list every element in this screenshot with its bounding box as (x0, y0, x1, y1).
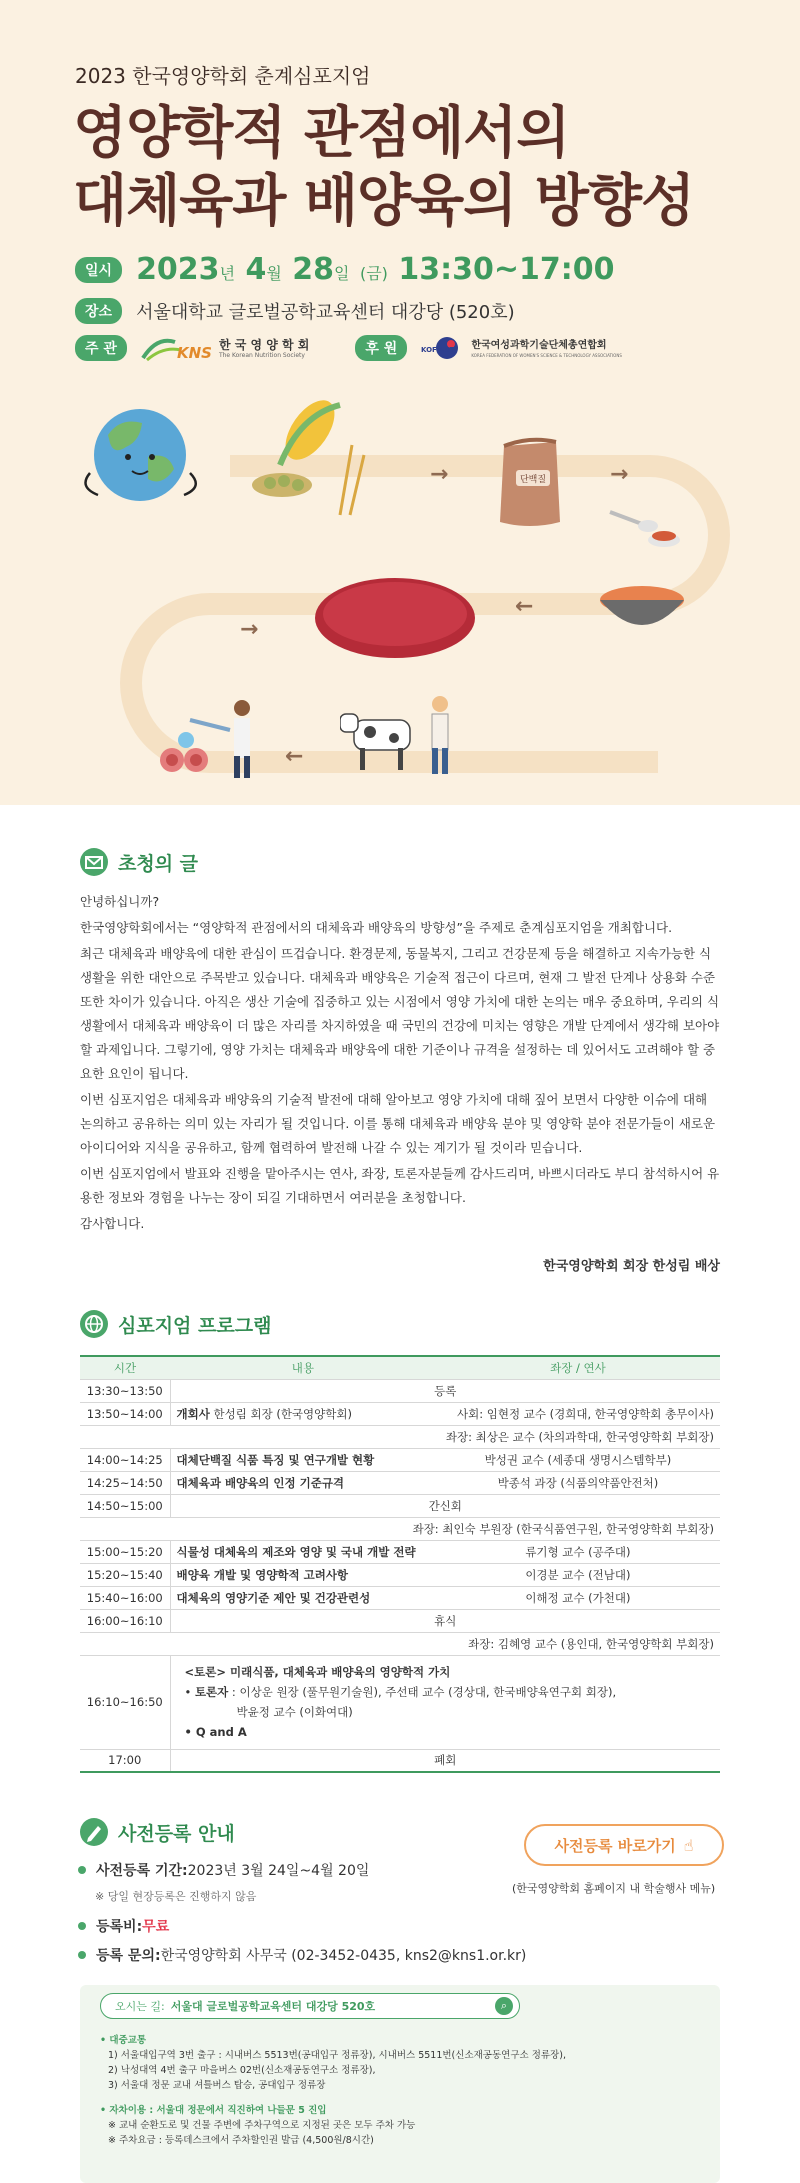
row-full: 등록 (170, 1379, 720, 1402)
row-time: 14:25~14:50 (80, 1471, 170, 1494)
row-speaker: 사회: 임현정 교수 (경희대, 한국영양학회 총무이사) (436, 1402, 720, 1425)
fee-label: 등록비: (96, 1919, 143, 1935)
discussion-qa: • Q and A (184, 1725, 247, 1739)
table-row (80, 1494, 720, 1517)
discussion-cell (170, 1655, 720, 1749)
table-row (80, 1517, 720, 1540)
search-icon[interactable]: ⌕ (495, 1997, 513, 2015)
registration-note: ※ 당일 현장등록은 진행하지 않음 (95, 1890, 257, 1903)
place-row (75, 298, 515, 324)
greeting-thanks-speakers: 이번 심포지엄에서 발표와 진행을 맡아주시는 연사, 좌장, 토론자분들께 감사드리며, 바쁘시더라도 부디 참석하시어 유용한 정보와 경험을 나누는 장이 되길 기대하면서 여러분을 초청합니다. (80, 1166, 720, 1205)
host-name-block (219, 338, 309, 359)
host-tag: 주 관 (75, 335, 127, 361)
row-time: 15:00~15:20 (80, 1540, 170, 1563)
table-row (80, 1609, 720, 1632)
date-year-unit: 년 (219, 264, 236, 283)
bullet-dot (78, 1922, 86, 1930)
row-time: 14:00~14:25 (80, 1448, 170, 1471)
date-tag: 일시 (75, 257, 122, 283)
pre-registration-button-label: 사전등록 바로가기 (554, 1836, 676, 1855)
directions-label: 오시는 길: (115, 2000, 165, 2013)
registration-fee (78, 1916, 169, 1936)
greeting-title-text: 초청의 글 (118, 852, 199, 875)
date-row (75, 252, 614, 287)
arrow-left-icon-2: ← (285, 744, 304, 769)
row-speaker: 이경분 교수 (전남대) (436, 1563, 720, 1586)
sponsor-org (421, 334, 622, 362)
event-title-line1: 영양학적 관점에서의 (73, 101, 570, 166)
row-content: 배양육 개발 및 영양학적 고려사항 (170, 1563, 436, 1586)
greeting-thanks: 감사합니다. (80, 1216, 145, 1231)
program-header-row (80, 1356, 720, 1379)
row-full: 폐회 (170, 1749, 720, 1772)
event-date (136, 252, 614, 287)
row-time: 16:10~16:50 (80, 1655, 170, 1749)
greeting-background: 최근 대체육과 배양육에 대한 관심이 뜨겁습니다. 환경문제, 동물복지, 그리고 건강문제 등을 해결하고 지속가능한 식생활을 위한 대안으로 주목받고 있습니다. 대체육과 배양육은 기술적 접근이 다르며, 현재 그 발전 단계나 상용화 수준 또한 차이가 있습니다. 아직은 생산 기술에 집중하고 있는 시점에서 영양 가치에 대한 논의는 매우 중요하며, 우리의 식생활에서 대체육과 배양육이 더 많은 자리를 차지하였을 때 국민의 건강에 미치는 영향은 개발 단계에서 생각해 보아야 할 과제입니다. 그렇기에, 영양 가치는 대체육과 배양육에 대한 기준이나 규격을 설정하는 데 있어서도 고려해야 할 중요한 요인이 됩니다. (80, 946, 720, 1081)
globe-icon (80, 1310, 108, 1338)
kns-logo (141, 332, 211, 364)
crops-icon (240, 385, 380, 525)
car-line-2: ※ 주차요금 : 등록데스크에서 주차할인권 발급 (4,500원/8시간) (108, 2135, 374, 2146)
date-month: 4 (245, 252, 267, 287)
table-row (80, 1632, 720, 1655)
envelope-icon (80, 848, 108, 876)
pre-registration-note: (한국영양학회 홈페이지 내 학술행사 메뉴) (512, 1882, 716, 1895)
greeting-purpose: 이번 심포지엄은 대체육과 배양육의 기술적 발전에 대해 알아보고 영양 가치에 대해 짚어 보면서 다양한 이슈에 대해 논의하고 공유하는 의미 있는 자리가 될 것입니다. 이를 통해 대체육과 배양육 분야 및 영양학 분야 전문가들이 새로운 아이디어와 지식을 공유하고, 함께 협력하여 발전해 나갈 수 있는 계기가 될 것이라 믿습니다. (80, 1092, 716, 1155)
date-day: 28 (292, 252, 335, 287)
row-speaker: 류기형 교수 (공주대) (436, 1540, 720, 1563)
row-speaker: 박성권 교수 (세종대 생명시스템학부) (436, 1448, 720, 1471)
row-speaker: 박종석 과장 (식품의약품안전처) (436, 1471, 720, 1494)
date-day-unit: 일 (334, 264, 350, 283)
row-time: 15:20~15:40 (80, 1563, 170, 1586)
program-section-title (80, 1310, 271, 1338)
transit-line-3: 3) 서울대 정문 교내 셔틀버스 탑승, 공대입구 정류장 (108, 2080, 326, 2091)
row-time: 13:50~14:00 (80, 1402, 170, 1425)
table-row (80, 1379, 720, 1402)
registration-inquiry (78, 1945, 526, 1965)
earth-icon (70, 395, 220, 525)
event-title (73, 100, 694, 236)
protein-powder-icon (590, 500, 700, 650)
arrow-left-icon-1: ← (515, 594, 534, 619)
event-subtitle: 2023 한국영양학회 춘계심포지엄 (75, 64, 371, 88)
row-speaker: 이해정 교수 (가천대) (436, 1586, 720, 1609)
period-value: 2023년 3월 24일~4월 20일 (187, 1863, 370, 1879)
inquiry-value: 한국영양학회 사무국 (02-3452-0435, kns2@kns1.or.kr) (160, 1948, 527, 1964)
sponsor-name: 한국여성과학기술단체총연합회 (471, 339, 607, 351)
directions-value: 서울대 글로벌공학교육센터 대강당 520호 (170, 2000, 376, 2013)
arrow-right-icon-2: → (610, 462, 629, 487)
table-row (80, 1425, 720, 1448)
place-tag: 장소 (75, 298, 122, 324)
event-title-line2: 대체육과 배양육의 방향성 (73, 169, 695, 234)
table-row (80, 1540, 720, 1563)
discussion-panel-names-2: 박윤정 교수 (이화여대) (236, 1705, 353, 1719)
row-full: 휴식 (170, 1609, 720, 1632)
svg-text:단백질: 단백질 (519, 475, 547, 485)
pencil-icon (80, 1818, 108, 1846)
host-name: 한 국 영 양 학 회 (218, 337, 310, 352)
row-time: 16:00~16:10 (80, 1609, 170, 1632)
svg-text:KOFWST: KOFWST (421, 346, 455, 354)
program-title-text: 심포지엄 프로그램 (118, 1314, 272, 1337)
table-row (80, 1563, 720, 1586)
row-content: 대체단백질 식품 특징 및 연구개발 현황 (170, 1448, 436, 1471)
row-content-bold: 개회사 (176, 1406, 210, 1421)
bullet-dot (78, 1951, 86, 1959)
arrow-right-icon-3: → (240, 617, 259, 642)
row-content-rest: 한성림 회장 (한국영양학회) (209, 1406, 352, 1421)
meat-patty-icon (310, 568, 480, 668)
car-head: • 자차이용 : 서울대 정문에서 직진하여 나들문 5 진입 (100, 2105, 327, 2116)
date-year: 2023 (136, 252, 220, 287)
row-time: 14:50~15:00 (80, 1494, 170, 1517)
discussion-qa-text: Q and A (195, 1725, 247, 1739)
greeting-signature: 한국영양학회 회장 한성림 배상 (543, 1259, 720, 1274)
row-time: 13:30~13:50 (80, 1379, 170, 1402)
transit-line-1: 1) 서울대입구역 3번 출구 : 시내버스 5513번(공대입구 정류장), 시내버스 5511번(신소재공동연구소 정류장), (108, 2050, 566, 2061)
sponsor-name-en: KOREA FEDERATION OF WOMEN'S SCIENCE & TECHNOLOGY ASSOCIATIONS (471, 352, 622, 358)
directions-box (80, 1985, 720, 2183)
svg-text:KNS: KNS (176, 344, 211, 362)
row-time: 17:00 (80, 1749, 170, 1772)
program-header-speaker: 좌장 / 연사 (436, 1356, 720, 1379)
row-time: 15:40~16:00 (80, 1586, 170, 1609)
registration-period (78, 1860, 369, 1880)
host-org (141, 332, 309, 364)
greeting-intro: 한국영양학회에서는 “영양학적 관점에서의 대체육과 배양육의 방향성”을 주제로 춘계심포지엄을 개최합니다. (80, 920, 673, 935)
hand-pointer-icon: ☝ (683, 1835, 694, 1855)
row-content: 대체육의 영양기준 제안 및 건강관련성 (170, 1586, 436, 1609)
directions-search-bar[interactable] (100, 1993, 520, 2019)
table-row (80, 1448, 720, 1471)
date-time: 13:30~17:00 (398, 252, 615, 287)
program-header-time: 시간 (80, 1356, 170, 1379)
bullet-dot (78, 1866, 86, 1874)
program-table (80, 1355, 720, 1773)
table-row (80, 1402, 720, 1425)
row-chair: 좌장: 김혜영 교수 (용인대, 한국영양학회 부회장) (80, 1632, 720, 1655)
program-header-content: 내용 (170, 1356, 436, 1379)
sponsor-tag: 후 원 (355, 335, 407, 361)
scientist-lab-icon (150, 690, 270, 780)
arrow-right-icon-1: → (430, 462, 449, 487)
kofwst-logo (421, 334, 465, 362)
greeting-hello: 안녕하십니까? (80, 894, 160, 909)
row-chair: 좌장: 최상은 교수 (차의과학대, 한국영양학회 부회장) (80, 1425, 720, 1448)
row-content: 대체육과 배양육의 인정 기준규격 (170, 1471, 436, 1494)
cow-farmer-icon (340, 690, 470, 780)
row-content (170, 1402, 436, 1425)
table-row (80, 1471, 720, 1494)
period-label: 사전등록 기간: (96, 1863, 188, 1879)
transit-head: • 대중교통 (100, 2035, 147, 2046)
discussion-panel: • 토론자 : 이상운 원장 (풀무원기술원), 주선태 교수 (경상대, 한국배양육연구회 회장), (184, 1685, 617, 1699)
transit-line-2: 2) 낙성대역 4번 출구 마을버스 02번(신소재공동연구소 정류장), (108, 2065, 376, 2076)
row-full: 간신회 (170, 1494, 720, 1517)
discussion-title: <토론> 미래식품, 대체육과 배양육의 영양학적 가치 (184, 1665, 451, 1679)
row-content: 식물성 대체육의 제조와 영양 및 국내 개발 전략 (170, 1540, 436, 1563)
event-place: 서울대학교 글로벌공학교육센터 대강당 (520호) (136, 302, 515, 323)
registration-title-text: 사전등록 안내 (118, 1822, 235, 1845)
inquiry-label: 등록 문의: (96, 1948, 161, 1964)
registration-section-title (80, 1818, 235, 1846)
car-info (100, 2103, 415, 2148)
transit-info (100, 2033, 566, 2093)
discussion-panel-label: 토론자 (194, 1685, 229, 1699)
host-name-en: The Korean Nutrition Society (218, 351, 305, 359)
table-row (80, 1749, 720, 1772)
date-weekday: (금) (359, 264, 388, 283)
pre-registration-button[interactable] (524, 1824, 724, 1866)
greeting-body (80, 890, 720, 1238)
hero-banner (0, 0, 800, 805)
car-line-1: ※ 교내 순환도로 및 건물 주변에 주차구역으로 지정된 곳은 모두 주차 가능 (108, 2120, 416, 2131)
discussion-panel-names: : 이상운 원장 (풀무원기술원), 주선태 교수 (경상대, 한국배양육연구회 회장), (228, 1685, 617, 1699)
date-month-unit: 월 (266, 264, 282, 283)
row-chair: 좌장: 최인숙 부원장 (한국식품연구원, 한국영양학회 부회장) (80, 1517, 720, 1540)
organizer-row (75, 332, 668, 364)
sponsor-name-block (471, 339, 622, 358)
greeting-section-title (80, 848, 198, 876)
table-row (80, 1655, 720, 1749)
fee-value: 무료 (142, 1919, 170, 1935)
table-row (80, 1586, 720, 1609)
protein-sack-icon (490, 432, 570, 532)
